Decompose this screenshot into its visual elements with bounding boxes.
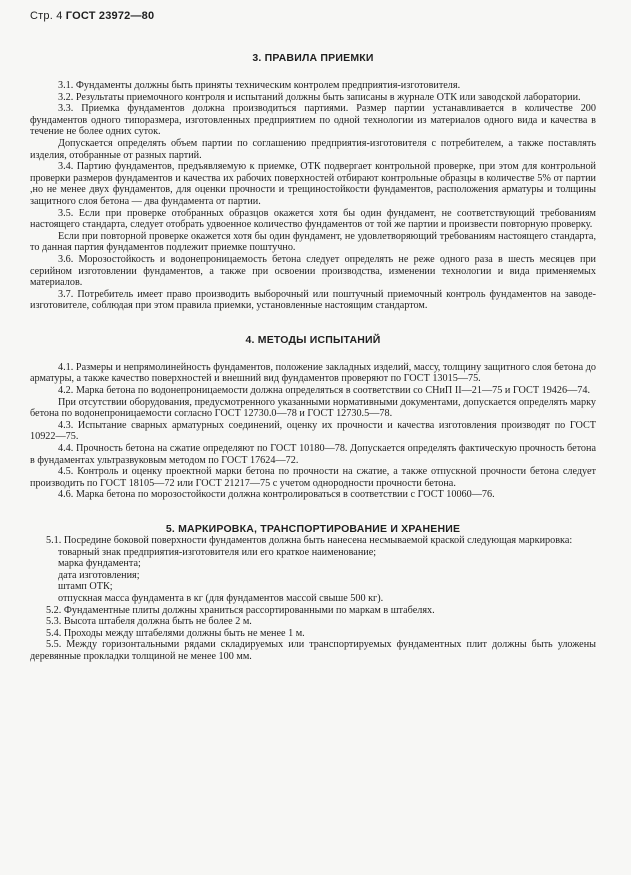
standard-number: ГОСТ 23972—80: [65, 10, 155, 22]
marking-item: штамп ОТК;: [58, 581, 113, 593]
paragraph: 4.1. Размеры и непрямолинейность фундаментов, положение закладных изделий, массу, толщину защитного слоя бетона до арматуры, а также качество поверхностей и внешний вид фундаментов проверяют по ГОСТ 13015—75.: [30, 361, 596, 385]
section-title: 5. МАРКИРОВКА, ТРАНСПОРТИРОВАНИЕ И ХРАНЕНИЕ: [165, 523, 461, 535]
section-title: 4. МЕТОДЫ ИСПЫТАНИЙ: [245, 333, 381, 346]
marking-item: марка фундамента;: [58, 558, 141, 570]
paragraph: 3.4. Партию фундаментов, предъявляемую к приемке, ОТК подвергает контрольной проверке, при этом для контрольной проверки размеров фундаментов и качества их рабочих поверхностей отбирают контрольные образцы в количестве 5% от партии ,но не менее двух фундаментов, для оценки прочности и трещиностойкости фундаментов, расположения арматуры и толщины защитного слоя бетона — два фундамента от партии.: [30, 161, 596, 207]
paragraph: 5.2. Фундаментные плиты должны храниться рассортированными по маркам в штабелях.: [46, 604, 435, 616]
paragraph: 5.3. Высота штабеля должна быть не более 2 м.: [46, 616, 252, 628]
paragraph: 5.4. Проходы между штабелями должны быть не менее 1 м.: [46, 627, 305, 639]
section-acceptance-rules: [30, 52, 596, 312]
marking-item: дата изготовления;: [58, 569, 140, 581]
paragraph: 3.3. Приемка фундаментов должна производиться партиями. Размер партии устанавливается в количестве 200 фундаментов одного типоразмера, изготовленных предприятием по одной технологии из материалов одного вида и качества в течение не более одних суток.: [30, 103, 596, 138]
paragraph: 4.5. Контроль и оценку проектной марки бетона по прочности на сжатие, а также отпускной прочности бетона следует производить по ГОСТ 18105—72 или ГОСТ 21217—75 с учетом однородности прочности бетона.: [30, 466, 596, 489]
paragraph: 3.5. Если при проверке отобранных образцов окажется хотя бы один фундамент, не соответствующий требованиям настоящего стандарта, следует отобрать удвоенное количество фундаментов от той же партии и произвести повторную проверку.: [30, 207, 596, 231]
paragraph: 5.1. Посредине боковой поверхности фундаментов должна быть нанесена несмываемой краской следующая маркировка:: [46, 535, 573, 546]
page-number-label: Стр. 4: [30, 10, 63, 22]
paragraph: 3.2. Результаты приемочного контроля и испытаний должны быть записаны в журнале ОТК или заводской лаборатории.: [58, 91, 581, 103]
paragraph: 3.6. Морозостойкость и водонепроницаемость бетона следует определять не реже одного раза в шесть месяцев при серийном изготовлении фундаментов, а также при освоении производства, изменении технологии и вида применяемых материалов.: [30, 253, 596, 289]
document-body: [30, 52, 596, 685]
section-marking-transport-storage: [30, 523, 596, 663]
section-title: 3. ПРАВИЛА ПРИЕМКИ: [252, 52, 374, 64]
paragraph: 5.5. Между горизонтальными рядами складируемых или транспортируемых фундаментных плит должны быть уложены деревянные прокладки толщиной не менее 100 мм.: [30, 639, 596, 662]
paragraph: При отсутствии оборудования, предусмотренного указанными нормативными документами, допускается определять марку бетона по водонепроницаемости согласно ГОСТ 12730.0—78 и ГОСТ 12730.5—78.: [30, 396, 596, 420]
paragraph: Если при повторной проверке окажется хотя бы один фундамент, не удовлетворяющий требованиям настоящего стандарта, то данная партия фундаментов подлежит приемке поштучно.: [30, 230, 596, 254]
paragraph: 3.7. Потребитель имеет право производить выборочный или поштучный приемочный контроль фундаментов на заводе-изготовителе, соблюдая при этом правила приемки, установленные настоящим стандартом.: [30, 288, 596, 312]
marking-item: товарный знак предприятия-изготовителя или его краткое наименование;: [58, 546, 377, 558]
paragraph: 3.1. Фундаменты должны быть приняты техническим контролем предприятия-изготовителя.: [58, 80, 461, 91]
paragraph: Допускается определять объем партии по соглашению предприятия-изготовителя с потребителем, а также поставлять изделия, отобранные от разных партий.: [30, 137, 596, 161]
paragraph: 4.4. Прочность бетона на сжатие определяют по ГОСТ 10180—78. Допускается определять фактическую прочность бетона в фундаментах ультразвуковым методом по ГОСТ 17624—72.: [30, 443, 596, 466]
section-test-methods: [30, 334, 596, 501]
running-header: [30, 10, 154, 22]
paragraph: 4.6. Марка бетона по морозостойкости должна контролироваться в соответствии с ГОСТ 10060—76.: [58, 489, 495, 501]
paragraph: 4.2. Марка бетона по водонепроницаемости должна определяться в соответствии со СНиП II—21—75 и ГОСТ 19426—74.: [58, 385, 590, 397]
paragraph: 4.3. Испытание сварных арматурных соединений, оценку их прочности и качества изготовления производят по ГОСТ 10922—75.: [30, 419, 596, 443]
marking-item: отпускная масса фундамента в кг (для фундаментов массой свыше 500 кг).: [58, 592, 384, 604]
